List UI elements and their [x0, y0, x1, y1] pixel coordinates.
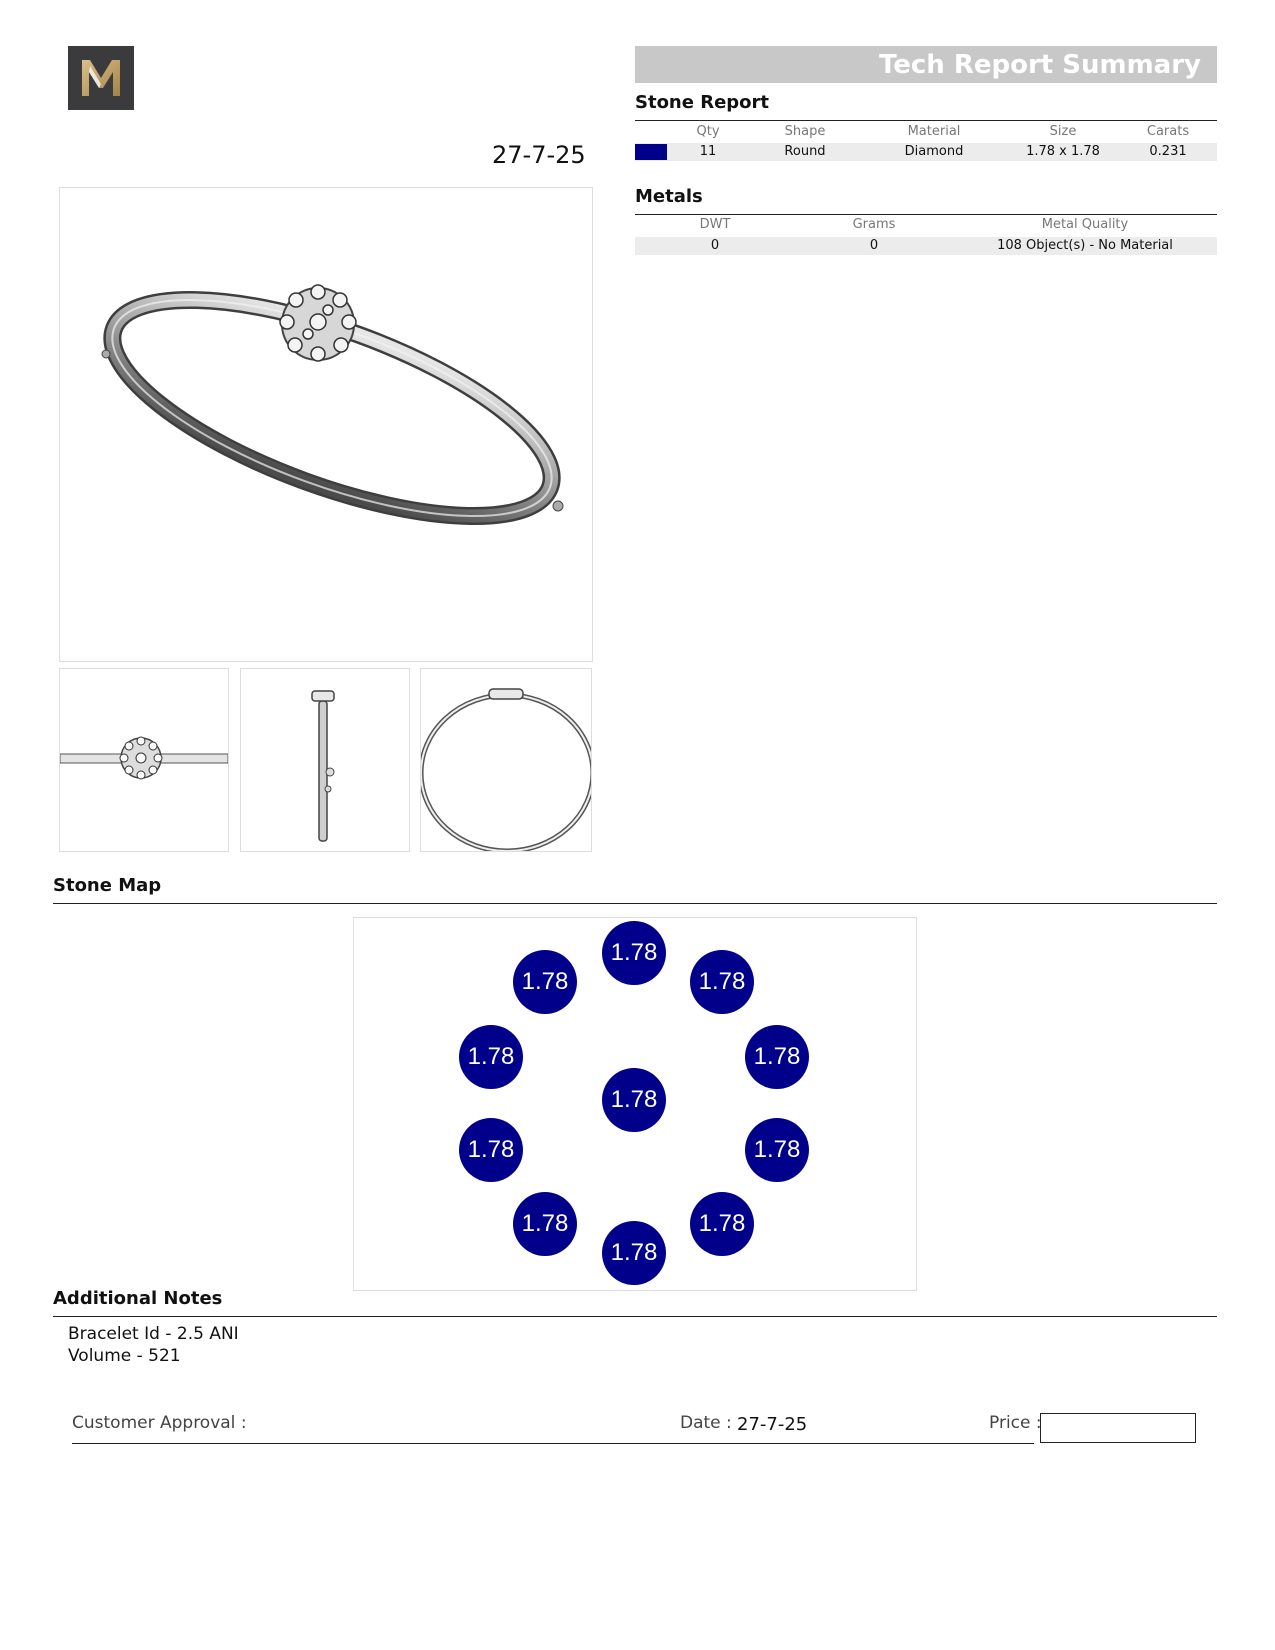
note-line: Volume - 521 [68, 1346, 181, 1366]
column-header: Grams [852, 217, 896, 232]
column-header: Carats [1146, 124, 1190, 139]
column-header: Size [1049, 124, 1077, 139]
carats-cell: 0.231 [1149, 144, 1187, 159]
price-label: Price : [989, 1413, 1042, 1433]
approval-date-value: 27-7-25 [737, 1414, 808, 1435]
material-cell: Diamond [904, 144, 964, 159]
stone-color-swatch [635, 144, 667, 160]
stone-marker: 1.78 [459, 1025, 523, 1089]
stone-marker: 1.78 [745, 1118, 809, 1182]
divider [53, 1316, 1217, 1317]
column-header: DWT [699, 217, 731, 232]
stone-marker: 1.78 [513, 1192, 577, 1256]
bracelet-view-top [420, 668, 592, 852]
dwt-cell: 0 [710, 238, 720, 253]
report-title: Tech Report Summary [878, 50, 1201, 80]
size-cell: 1.78 x 1.78 [1026, 144, 1100, 159]
title-banner [635, 46, 1217, 83]
company-logo [68, 46, 134, 110]
report-date: 27-7-25 [492, 141, 586, 169]
column-header: Material [907, 124, 961, 139]
stone-marker: 1.78 [602, 921, 666, 985]
signature-line [72, 1443, 1034, 1444]
bracelet-view-side [240, 668, 410, 852]
column-header: Metal Quality [1041, 217, 1129, 232]
metals-heading: Metals [635, 186, 703, 207]
stone-map-heading: Stone Map [53, 875, 162, 896]
customer-approval-label: Customer Approval : [72, 1413, 247, 1433]
notes-body [68, 1323, 239, 1367]
table-row [635, 143, 1217, 161]
stone-marker: 1.78 [602, 1221, 666, 1285]
stone-marker: 1.78 [690, 950, 754, 1014]
stone-marker: 1.78 [459, 1118, 523, 1182]
stone-marker: 1.78 [745, 1025, 809, 1089]
stone-marker: 1.78 [602, 1068, 666, 1132]
bracelet-render-main [59, 187, 593, 662]
note-line: Bracelet Id - 2.5 ANI [68, 1324, 239, 1344]
notes-heading: Additional Notes [53, 1288, 223, 1309]
divider [635, 214, 1217, 215]
table-row [635, 237, 1217, 255]
bracelet-view-front [59, 668, 229, 852]
divider [53, 903, 1217, 904]
price-field[interactable] [1040, 1413, 1196, 1443]
qty-cell: 11 [699, 144, 717, 159]
metals-header [635, 217, 1217, 232]
stone-report-header [635, 124, 1217, 139]
shape-cell: Round [784, 144, 826, 159]
date-label: Date : [680, 1413, 732, 1433]
grams-cell: 0 [869, 238, 879, 253]
metal-quality-cell: 108 Object(s) - No Material [997, 238, 1173, 253]
divider [635, 120, 1217, 121]
stone-marker: 1.78 [513, 950, 577, 1014]
stone-map [353, 917, 917, 1291]
column-header: Shape [784, 124, 826, 139]
column-header: Qty [696, 124, 720, 139]
stone-marker: 1.78 [690, 1192, 754, 1256]
stone-report-heading: Stone Report [635, 92, 770, 113]
